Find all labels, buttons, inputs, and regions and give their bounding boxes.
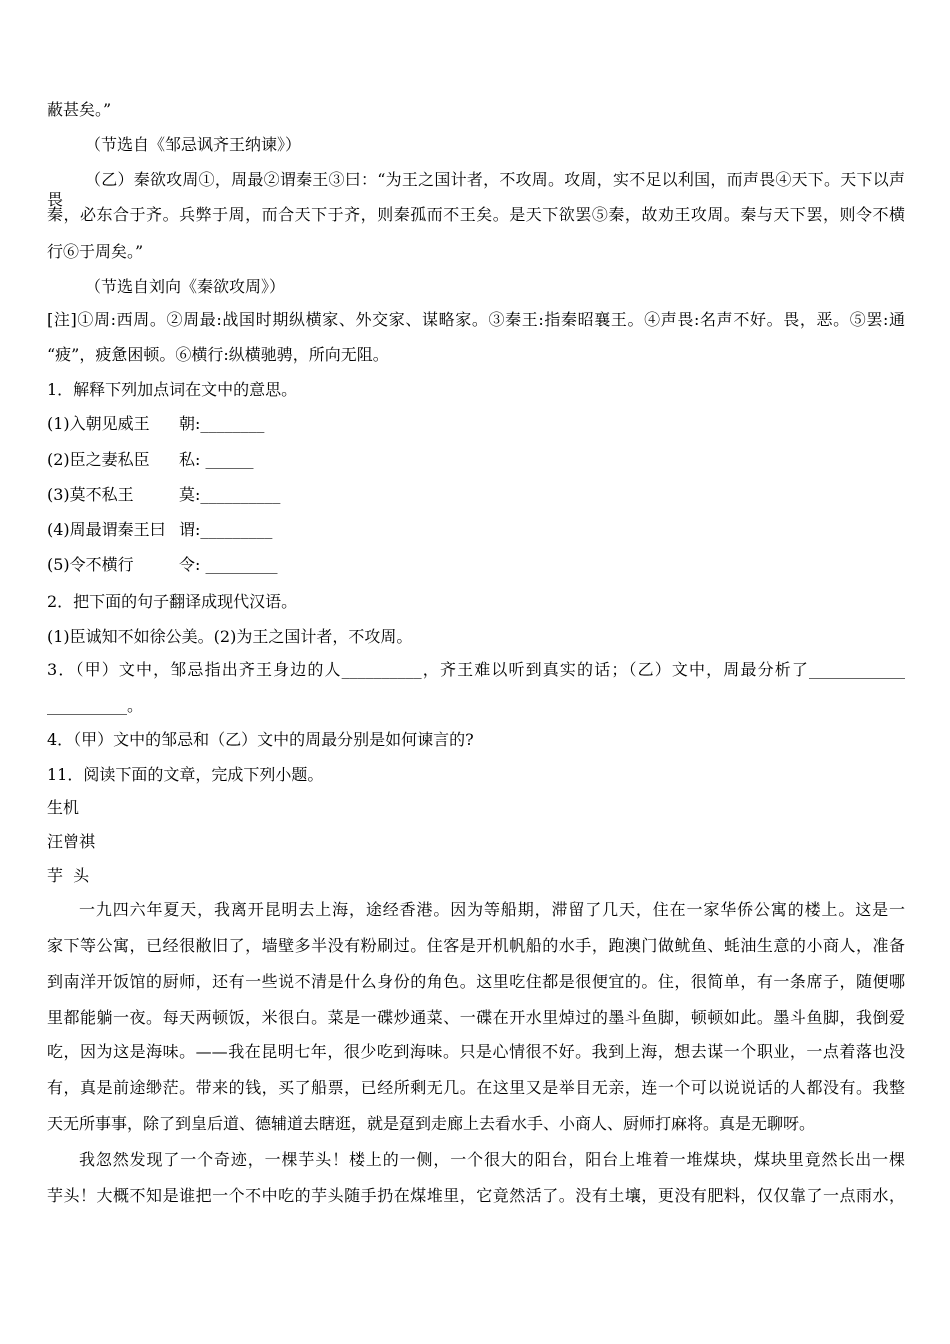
question-item bbox=[47, 450, 253, 470]
text-line: __________。 bbox=[47, 696, 144, 715]
question-item bbox=[47, 555, 277, 575]
answer-blank: 莫:__________ bbox=[179, 485, 281, 504]
text-line: 吃，因为这是海味。——我在昆明七年，很少吃到海味。只是心情很不好。我到上海，想去谋一个职业，一点着落也没 bbox=[47, 1042, 905, 1061]
answer-blank: 谓:_________ bbox=[179, 520, 273, 539]
item-text: (4)周最谓秦王曰 bbox=[47, 520, 166, 539]
text-line: 蔽甚矣。” bbox=[47, 100, 112, 119]
item-text: (3)莫不私王 bbox=[47, 485, 134, 504]
source-citation: （节选自《邹忌讽齐王纳谏》） bbox=[85, 135, 302, 154]
text-line: 我忽然发现了一个奇迹，一棵芋头！楼上的一侧，一个很大的阳台，阳台上堆着一堆煤块，煤块里竟然长出一棵 bbox=[79, 1150, 905, 1169]
section-title: 芋 头 bbox=[47, 866, 90, 885]
text-line: 有，真是前途缈茫。带来的钱，买了船票，已经所剩无几。在这里又是举目无亲，连一个可以说说话的人都没有。我整 bbox=[47, 1078, 905, 1097]
text-line: （乙）秦欲攻周①，周最②谓秦王③曰：“为王之国计者，不攻周。攻周，实不足以利国，而声畏④天下。天下以声畏 bbox=[47, 170, 905, 209]
article-author: 汪曾祺 bbox=[47, 832, 96, 851]
question-item bbox=[47, 414, 264, 434]
answer-blank: 私: ______ bbox=[179, 450, 254, 469]
text-line: 家下等公寓，已经很敝旧了，墙壁多半没有粉刷过。住客是开机帆船的水手，跑澳门做鱿鱼、蚝油生意的小商人，准备 bbox=[47, 936, 905, 955]
text-line: 秦，必东合于齐。兵弊于周，而合天下于齐，则秦孤而不王矣。是天下欲罢⑤秦，故劝王攻周。秦与天下罢，则令不横 bbox=[47, 205, 905, 224]
question-2-heading: 2．把下面的句子翻译成现代汉语。 bbox=[47, 592, 298, 611]
question-4: 4．（甲）文中的邹忌和（乙）文中的周最分别是如何谏言的? bbox=[47, 730, 474, 749]
text-line: 一九四六年夏天，我离开昆明去上海，途经香港。因为等船期，滞留了几天，住在一家华侨公寓的楼上。这是一 bbox=[79, 900, 905, 919]
item-text: (2)臣之妻私臣 bbox=[47, 450, 150, 469]
source-citation: （节选自刘向《秦欲攻周》） bbox=[85, 277, 286, 296]
answer-blank: 令: _________ bbox=[179, 555, 278, 574]
question-item bbox=[47, 520, 272, 540]
annotation-line: “疲”，疲惫困顿。⑥横行:纵横驰骋，所向无阻。 bbox=[47, 345, 389, 364]
article-title: 生机 bbox=[47, 798, 80, 817]
annotation-line: [注]①周:西周。②周最:战国时期纵横家、外交家、谋略家。③秦王:指秦昭襄王。④声畏:名声不好。畏，恶。⑤罢:通 bbox=[47, 310, 905, 329]
question-3: 3．（甲）文中，邹忌指出齐王身边的人__________，齐王难以听到真实的话；（乙）文中，周最分析了____________ bbox=[47, 660, 905, 679]
answer-blank: 朝:________ bbox=[179, 414, 265, 433]
text-line: 里都能躺一夜。每天两顿饭，米很白。菜是一碟炒通菜、一碟在开水里焯过的墨斗鱼脚，顿顿如此。墨斗鱼脚，我倒爱 bbox=[47, 1008, 905, 1027]
text-line: 天无所事事，除了到皇后道、德辅道去瞎逛，就是趸到走廊上去看水手、小商人、厨师打麻将。真是无聊呀。 bbox=[47, 1114, 816, 1133]
question-item bbox=[47, 485, 280, 505]
item-text: (1)入朝见威王 bbox=[47, 414, 150, 433]
question-1-heading: 1．解释下列加点词在文中的意思。 bbox=[47, 380, 298, 399]
text-line: 芋头！大概不知是谁把一个不中吃的芋头随手扔在煤堆里，它竟然活了。没有土壤，更没有肥料，仅仅靠了一点雨水， bbox=[47, 1186, 905, 1205]
text-line: 到南洋开饭馆的厨师，还有一些说不清是什么身份的角色。这里吃住都是很便宜的。住，很简单，有一条席子，随便哪 bbox=[47, 972, 905, 991]
question-11-heading: 11．阅读下面的文章，完成下列小题。 bbox=[47, 765, 324, 784]
text-line: (1)臣诚知不如徐公美。(2)为王之国计者，不攻周。 bbox=[47, 627, 413, 646]
text-line: 行⑥于周矣。” bbox=[47, 242, 144, 261]
item-text: (5)令不横行 bbox=[47, 555, 134, 574]
